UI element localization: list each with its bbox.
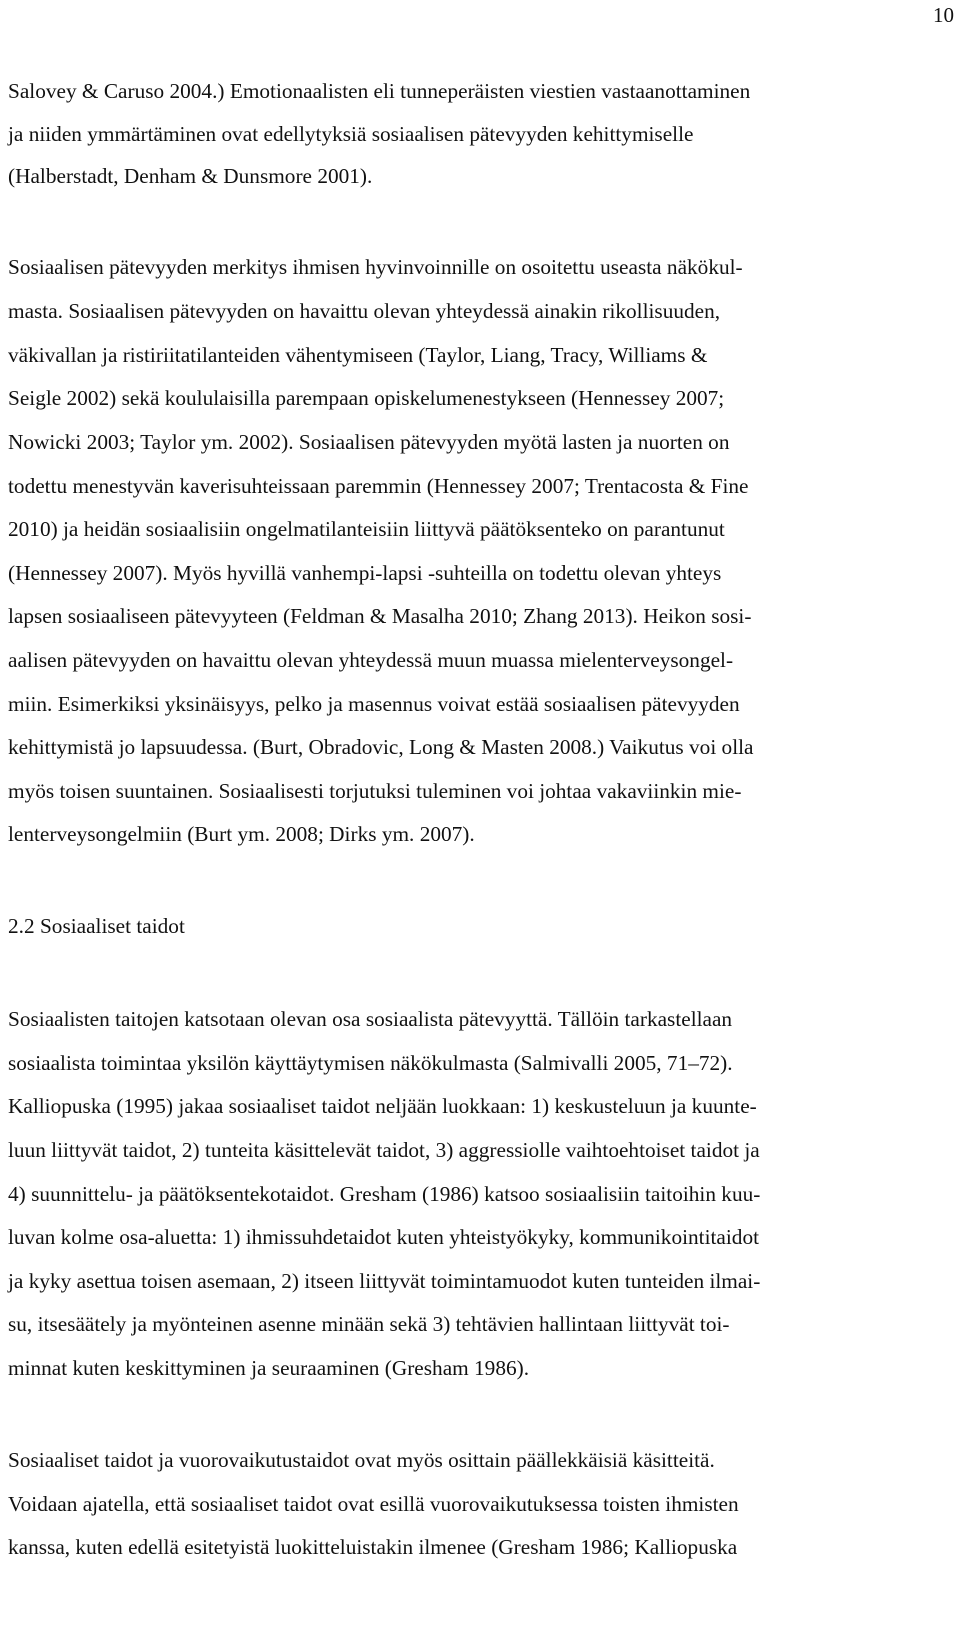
text-line: sosiaalista toimintaa yksilön käyttäytymisen näkökulmasta (Salmivalli 2005, 71–72). bbox=[8, 1051, 733, 1075]
text-line: kanssa, kuten edellä esitetyistä luokitteluistakin ilmenee (Gresham 1986; Kalliopuska bbox=[8, 1535, 738, 1559]
text-line: luun liittyvät taidot, 2) tunteita käsittelevät taidot, 3) aggressiolle vaihtoehtoiset taidot ja bbox=[8, 1138, 760, 1162]
text-line: luvan kolme osa-aluetta: 1) ihmissuhdetaidot kuten yhteistyökyky, kommunikointitaidot bbox=[8, 1225, 760, 1249]
text-line: aalisen pätevyyden on havaittu olevan yhteydessä muun muassa mielenterveysongel- bbox=[8, 648, 734, 672]
text-line: Sosiaaliset taidot ja vuorovaikutustaidot ovat myös osittain päällekkäisiä käsitteitä. bbox=[8, 1448, 715, 1472]
text-line: lenterveysongelmiin (Burt ym. 2008; Dirks ym. 2007). bbox=[8, 822, 475, 846]
page-number: 10 bbox=[933, 3, 954, 27]
text-line: Sosiaalisen pätevyyden merkitys ihmisen hyvinvoinnille on osoitettu useasta näkökul- bbox=[8, 255, 743, 279]
text-line: kehittymistä jo lapsuudessa. (Burt, Obradovic, Long & Masten 2008.) Vaikutus voi olla bbox=[8, 735, 754, 759]
text-line: Salovey & Caruso 2004.) Emotionaalisten eli tunneperäisten viestien vastaanottaminen bbox=[8, 79, 751, 103]
text-line: 4) suunnittelu- ja päätöksentekotaidot. Gresham (1986) katsoo sosiaalisiin taitoihin kuu- bbox=[8, 1182, 761, 1206]
text-line: Voidaan ajatella, että sosiaaliset taidot ovat esillä vuorovaikutuksessa toisten ihmisten bbox=[8, 1492, 739, 1516]
text-line: miin. Esimerkiksi yksinäisyys, pelko ja masennus voivat estää sosiaalisen pätevyyden bbox=[8, 692, 740, 716]
text-line: ja kyky asettua toisen asemaan, 2) itseen liittyvät toimintamuodot kuten tunteiden ilmai- bbox=[8, 1269, 761, 1293]
text-line: ja niiden ymmärtäminen ovat edellytyksiä sosiaalisen pätevyyden kehittymiselle bbox=[8, 122, 694, 146]
text-line: väkivallan ja ristiriitatilanteiden vähentymiseen (Taylor, Liang, Tracy, Williams & bbox=[8, 343, 708, 367]
text-line: (Hennessey 2007). Myös hyvillä vanhempi-lapsi -suhteilla on todettu olevan yhteys bbox=[8, 561, 722, 585]
text-line: masta. Sosiaalisen pätevyyden on havaittu olevan yhteydessä ainakin rikollisuuden, bbox=[8, 299, 721, 323]
text-line: 2010) ja heidän sosiaalisiin ongelmatilanteisiin liittyvä päätöksenteko on parantunut bbox=[8, 517, 725, 541]
text-line: minnat kuten keskittyminen ja seuraaminen (Gresham 1986). bbox=[8, 1356, 530, 1380]
text-line: myös toisen suuntainen. Sosiaalisesti torjutuksi tuleminen voi johtaa vakaviinkin mie- bbox=[8, 779, 742, 803]
text-line: Nowicki 2003; Taylor ym. 2002). Sosiaalisen pätevyyden myötä lasten ja nuorten on bbox=[8, 430, 730, 454]
text-line: Kalliopuska (1995) jakaa sosiaaliset taidot neljään luokkaan: 1) keskusteluun ja kuunte- bbox=[8, 1094, 757, 1118]
text-line: su, itsesäätely ja myönteinen asenne minään sekä 3) tehtävien hallintaan liittyvät toi- bbox=[8, 1312, 730, 1336]
section-heading: 2.2 Sosiaaliset taidot bbox=[8, 914, 185, 938]
text-line: Seigle 2002) sekä koululaisilla parempaan opiskelumenestykseen (Hennessey 2007; bbox=[8, 386, 725, 410]
text-line: lapsen sosiaaliseen pätevyyteen (Feldman & Masalha 2010; Zhang 2013). Heikon sosi- bbox=[8, 604, 752, 628]
text-line: (Halberstadt, Denham & Dunsmore 2001). bbox=[8, 164, 373, 188]
text-line: todettu menestyvän kaverisuhteissaan paremmin (Hennessey 2007; Trentacosta & Fine bbox=[8, 474, 749, 498]
text-line: Sosiaalisten taitojen katsotaan olevan osa sosiaalista pätevyyttä. Tällöin tarkastellaan bbox=[8, 1007, 733, 1031]
